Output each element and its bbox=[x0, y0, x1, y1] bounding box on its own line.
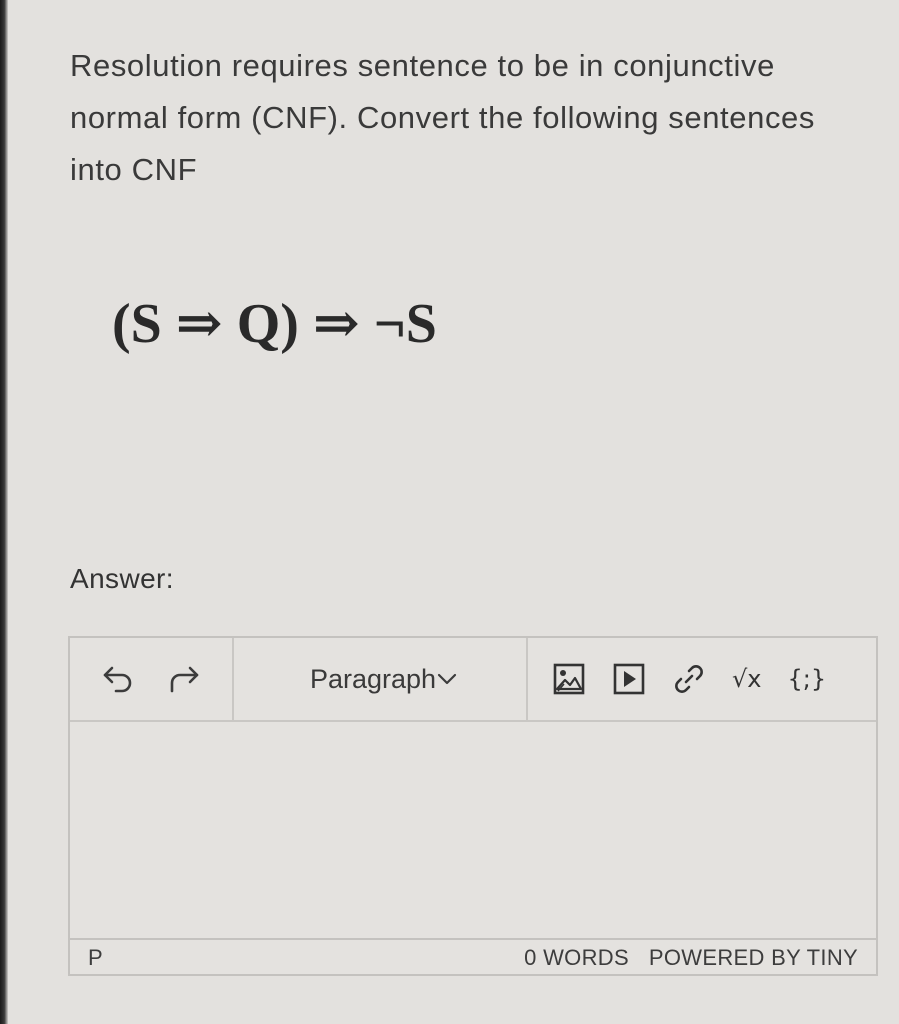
image-icon[interactable] bbox=[552, 662, 586, 696]
screen-edge bbox=[0, 0, 8, 1024]
status-right bbox=[524, 945, 858, 971]
question-text: Resolution requires sentence to be in conjunctive normal form (CNF). Convert the following sentences into CNF bbox=[70, 48, 815, 187]
media-play-icon[interactable] bbox=[612, 662, 646, 696]
word-count[interactable]: 0 WORDS bbox=[524, 945, 629, 970]
undo-icon[interactable] bbox=[102, 664, 136, 694]
equation-button[interactable]: √x bbox=[732, 665, 762, 693]
answer-label: Answer: bbox=[70, 563, 174, 594]
link-icon[interactable] bbox=[672, 662, 706, 696]
code-sample-button[interactable]: {;} bbox=[787, 665, 827, 693]
element-path[interactable]: P bbox=[88, 945, 103, 970]
editor-content-area[interactable] bbox=[70, 722, 876, 940]
editor-statusbar bbox=[70, 940, 876, 976]
insert-group bbox=[528, 638, 899, 720]
editor-toolbar bbox=[70, 638, 876, 722]
block-format-label: Paragraph bbox=[309, 663, 437, 694]
formula: (S ⇒ Q) ⇒ ¬S bbox=[112, 293, 437, 355]
redo-icon[interactable] bbox=[166, 664, 200, 694]
rich-text-editor bbox=[68, 636, 878, 976]
chevron-down-icon bbox=[436, 672, 458, 686]
history-group bbox=[70, 638, 234, 720]
branding-link[interactable]: POWERED BY TINY bbox=[648, 945, 858, 970]
block-format-dropdown[interactable] bbox=[234, 638, 528, 720]
